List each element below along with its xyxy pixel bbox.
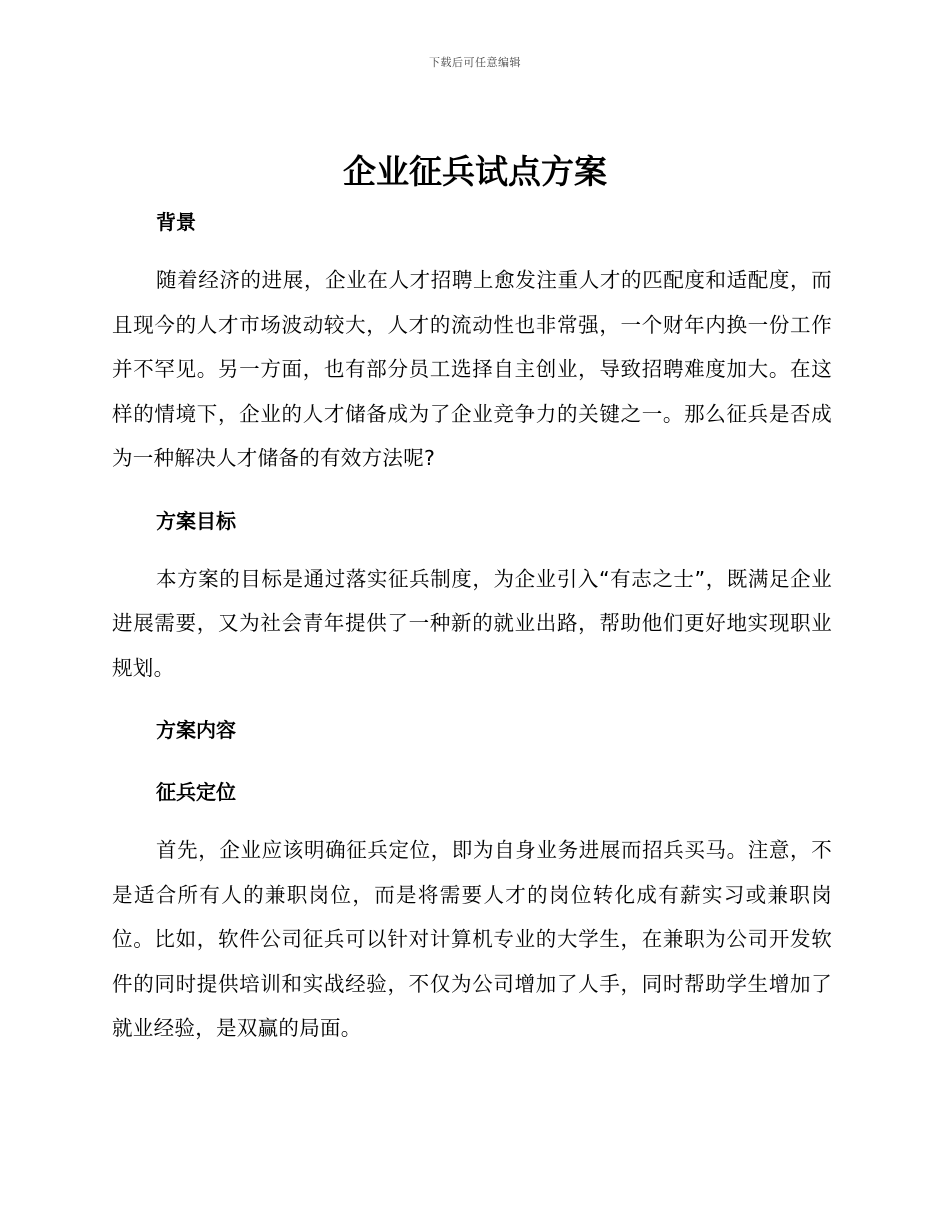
section-paragraph-goals: 本方案的目标是通过落实征兵制度，为企业引入“有志之士”，既满足企业进展需要，又为社会青年提供了一种新的就业出路，帮助他们更好地实现职业规划。 — [112, 566, 832, 680]
section-heading-positioning: 征兵定位 — [156, 780, 236, 804]
document-title: 企业征兵试点方案 — [343, 152, 607, 191]
page-header-note: 下载后可任意编辑 — [429, 56, 521, 69]
section-paragraph-positioning: 首先，企业应该明确征兵定位，即为自身业务进展而招兵买马。注意，不是适合所有人的兼职岗位，而是将需要人才的岗位转化成有薪实习或兼职岗位。比如，软件公司征兵可以针对计算机专业的大学生，在兼职为公司开发软件的同时提供培训和实战经验，不仅为公司增加了人手，同时帮助学生增加了就业经验，是双赢的局面。 — [112, 838, 832, 1040]
section-heading-content: 方案内容 — [156, 718, 236, 742]
section-paragraph-background: 随着经济的进展，企业在人才招聘上愈发注重人才的匹配度和适配度，而且现今的人才市场波动较大，人才的流动性也非常强，一个财年内换一份工作并不罕见。另一方面，也有部分员工选择自主创业，导致招聘难度加大。在这样的情境下，企业的人才储备成为了企业竞争力的关键之一。那么征兵是否成为一种解决人才储备的有效方法呢? — [112, 268, 832, 470]
section-heading-goals: 方案目标 — [156, 508, 236, 533]
document-body — [112, 200, 832, 1051]
section-heading-background: 背景 — [156, 210, 196, 234]
